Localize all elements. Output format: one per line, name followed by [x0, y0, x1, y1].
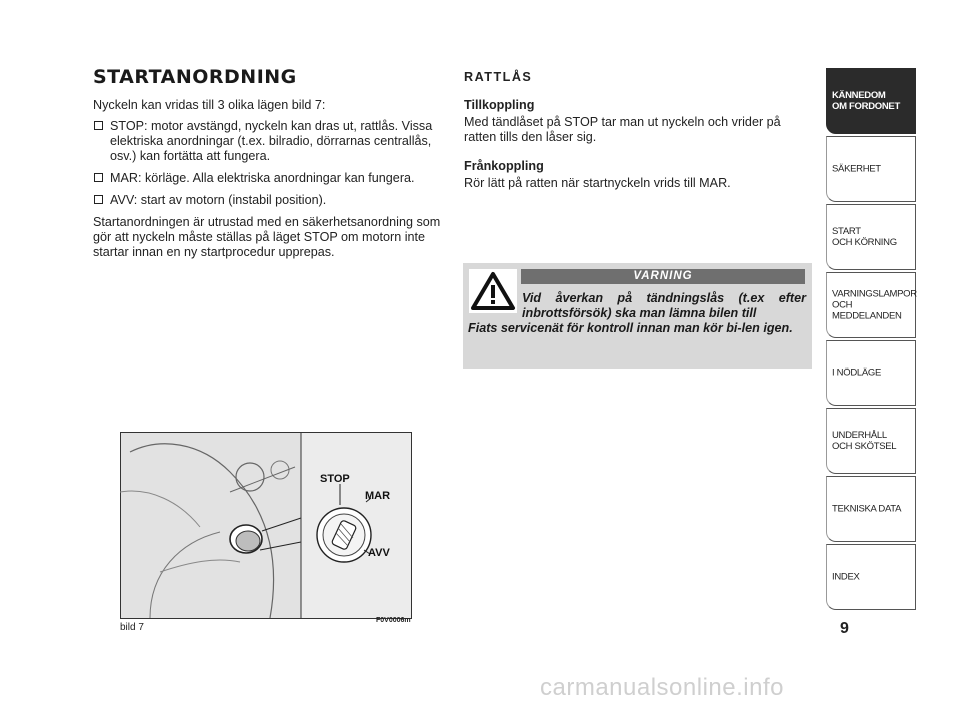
figure-code: F0V0006m [376, 617, 411, 624]
tab-index[interactable] [826, 544, 916, 610]
tab-label: VARNINGSLAMPOR OCH MEDDELANDEN [832, 288, 917, 322]
tab-start[interactable] [826, 204, 916, 270]
warning-label: VARNING [521, 269, 805, 284]
tab-label: UNDERHÅLL OCH SKÖTSEL [832, 430, 897, 452]
figure-caption: bild 7 [120, 622, 144, 633]
tab-underhall[interactable] [826, 408, 916, 474]
tab-sakerhet[interactable] [826, 136, 916, 202]
chapter-tabs [826, 68, 916, 612]
avv-label: AVV [368, 547, 390, 559]
tab-tekniska-data[interactable] [826, 476, 916, 542]
mar-label: MAR [365, 490, 391, 502]
list-item [93, 193, 445, 208]
tab-label: I NÖDLÄGE [832, 367, 882, 379]
checkbox-bullet-icon [94, 173, 103, 182]
left-column [93, 66, 445, 266]
tab-kannedom[interactable] [826, 68, 916, 134]
warning-text-indented: Vid åverkan på tändningslås (t.ex efter inbrottsförsök) ska man lämna bilen till [522, 291, 806, 320]
tab-varningslampor[interactable] [826, 272, 916, 338]
warning-text-rest: Fiats servicenät för kontroll innan man kör bi-len igen. [468, 321, 793, 335]
tab-label: SÄKERHET [832, 163, 881, 175]
disengage-text: Rör lätt på ratten när startnyckeln vrids till MAR. [464, 176, 731, 190]
page-number: 9 [840, 620, 849, 637]
tab-label: INDEX [832, 571, 860, 583]
warning-text [468, 291, 806, 336]
list-item-text: MAR: körläge. Alla elektriska anordningar kan fungera. [110, 171, 415, 185]
list-item-text: AVV: start av motorn (instabil position). [110, 193, 327, 207]
warning-box [463, 263, 812, 369]
section-title: STARTANORDNING [93, 66, 297, 88]
checkbox-bullet-icon [94, 121, 103, 130]
engage-heading: Tillkoppling [464, 98, 535, 112]
tab-label: START OCH KÖRNING [832, 226, 897, 248]
list-item [93, 119, 445, 164]
tab-label: TEKNISKA DATA [832, 503, 902, 515]
disengage-heading: Frånkoppling [464, 159, 544, 173]
ignition-figure [120, 432, 412, 619]
watermark: carmanualsonline.info [540, 674, 784, 701]
list-item [93, 171, 445, 186]
engage-text: Med tändlåset på STOP tar man ut nyckeln och vrider på ratten tills den låser sig. [464, 115, 781, 144]
tab-label: KÄNNEDOM OM FORDONET [832, 90, 900, 112]
steering-lock-title: RATTLÅS [464, 70, 533, 84]
stop-label: STOP [320, 473, 350, 485]
list-item-text: STOP: motor avstängd, nyckeln kan dras ut, rattlås. Vissa elektriska anordningar (t.ex. bilradio, dörrarnas centrallås, osv.) kan fortätta att fungera. [110, 119, 433, 163]
checkbox-bullet-icon [94, 195, 103, 204]
intro-text: Nyckeln kan vridas till 3 olika lägen bild 7: [93, 98, 326, 112]
right-column [464, 70, 814, 205]
tab-nodlage[interactable] [826, 340, 916, 406]
outro-text: Startanordningen är utrustad med en säkerhetsanordning som gör att nyckeln måste ställas på läget STOP om motorn inte startar innan en ny startprocedur upprepas. [93, 215, 441, 259]
